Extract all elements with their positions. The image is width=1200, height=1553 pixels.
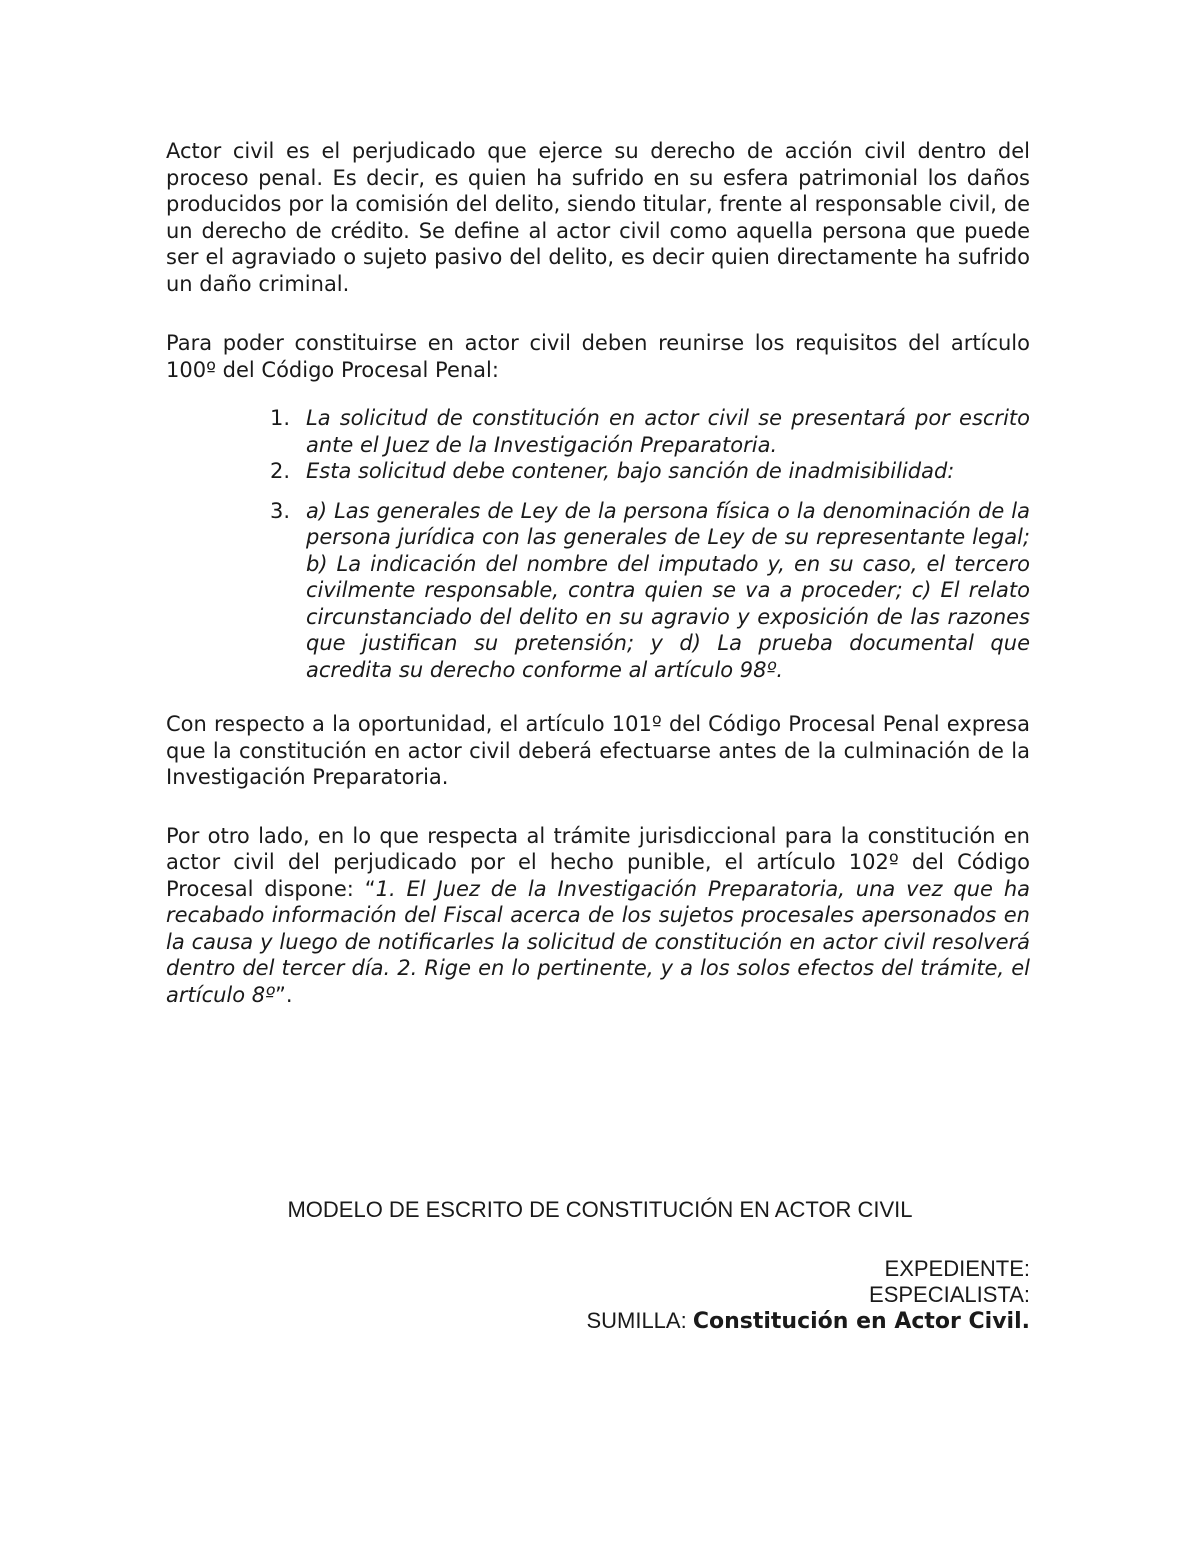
- list-item-number: 2.: [270, 459, 291, 483]
- list-item: [166, 405, 1030, 458]
- sumilla-label: SUMILLA:: [586, 1308, 693, 1333]
- intro-paragraph: Actor civil es el perjudicado que ejerce su derecho de acción civil dentro del proceso penal. Es decir, es quien ha sufrido en su esfera patrimonial los daños producidos por la comisión del delito, siendo titular, frente al responsable civil, de un derecho de crédito. Se define al actor civil como aquella persona que puede ser el agraviado o sujeto pasivo del delito, es decir quien directamente ha sufrido un daño criminal.: [166, 139, 1030, 296]
- especialista-label: ESPECIALISTA:: [869, 1282, 1030, 1307]
- opportunity-paragraph: Con respecto a la oportunidad, el artículo 101º del Código Procesal Penal expresa que la constitución en actor civil deberá efectuarse antes de la culminación de la Investigación Preparatoria.: [166, 712, 1030, 789]
- paragraph-gap: [166, 297, 1030, 330]
- sumilla-value: Constitución en Actor Civil.: [692, 1309, 1030, 1334]
- requirements-list: [166, 405, 1030, 683]
- document-body: [166, 138, 1030, 1008]
- requirements-intro-paragraph: Para poder constituirse en actor civil deben reunirse los requisitos del artículo 100º del Código Procesal Penal:: [166, 331, 1030, 382]
- list-item-text: a) Las generales de Ley de la persona física o la denominación de la persona jurídica con las generales de Ley de su representante legal; b) La indicación del nombre del imputado y, en su caso, el tercero civilmente responsable, contra quien se va a proceder; c) El relato circunstanciado del delito en su agravio y exposición de las razones que justifican su pretensión; y d) La prueba documental que acredita su derecho conforme al artículo 98º.: [306, 498, 1030, 682]
- sumilla-line: [586, 1308, 1030, 1335]
- list-item-text: La solicitud de constitución en actor civil se presentará por escrito ante el Juez de la Investigación Preparatoria.: [306, 406, 1030, 457]
- procedure-end: ”.: [275, 982, 293, 1007]
- paragraph-gap: [166, 683, 1030, 711]
- list-item-number: 3.: [270, 498, 291, 523]
- list-item-number: 1.: [270, 406, 291, 430]
- model-title: MODELO DE ESCRITO DE CONSTITUCIÓN EN ACTOR CIVIL: [287, 1197, 913, 1222]
- procedure-lead: Por otro lado, en lo que respecta al trámite jurisdiccional para la constitución en actor civil del perjudicado por el hecho punible, el artículo 102º del Código Procesal dispone: “: [166, 823, 1030, 901]
- header-fields: [586, 1256, 1030, 1335]
- procedure-paragraph: [166, 823, 1030, 1009]
- procedure-quote: 1. El Juez de la Investigación Preparatoria, una vez que ha recabado información del Fiscal acerca de los sujetos procesales apersonados en la causa y luego de notificarles la solicitud de constitución en actor civil resolverá dentro del tercer día. 2. Rige en lo pertinente, y a los solos efectos del trámite, el artículo 8º: [166, 876, 1030, 1007]
- list-item-text: Esta solicitud debe contener, bajo sanción de inadmisibilidad:: [306, 459, 955, 483]
- paragraph-gap: [166, 791, 1030, 823]
- expediente-label: EXPEDIENTE:: [884, 1256, 1030, 1281]
- list-item: [166, 498, 1030, 684]
- list-item: [166, 458, 1030, 485]
